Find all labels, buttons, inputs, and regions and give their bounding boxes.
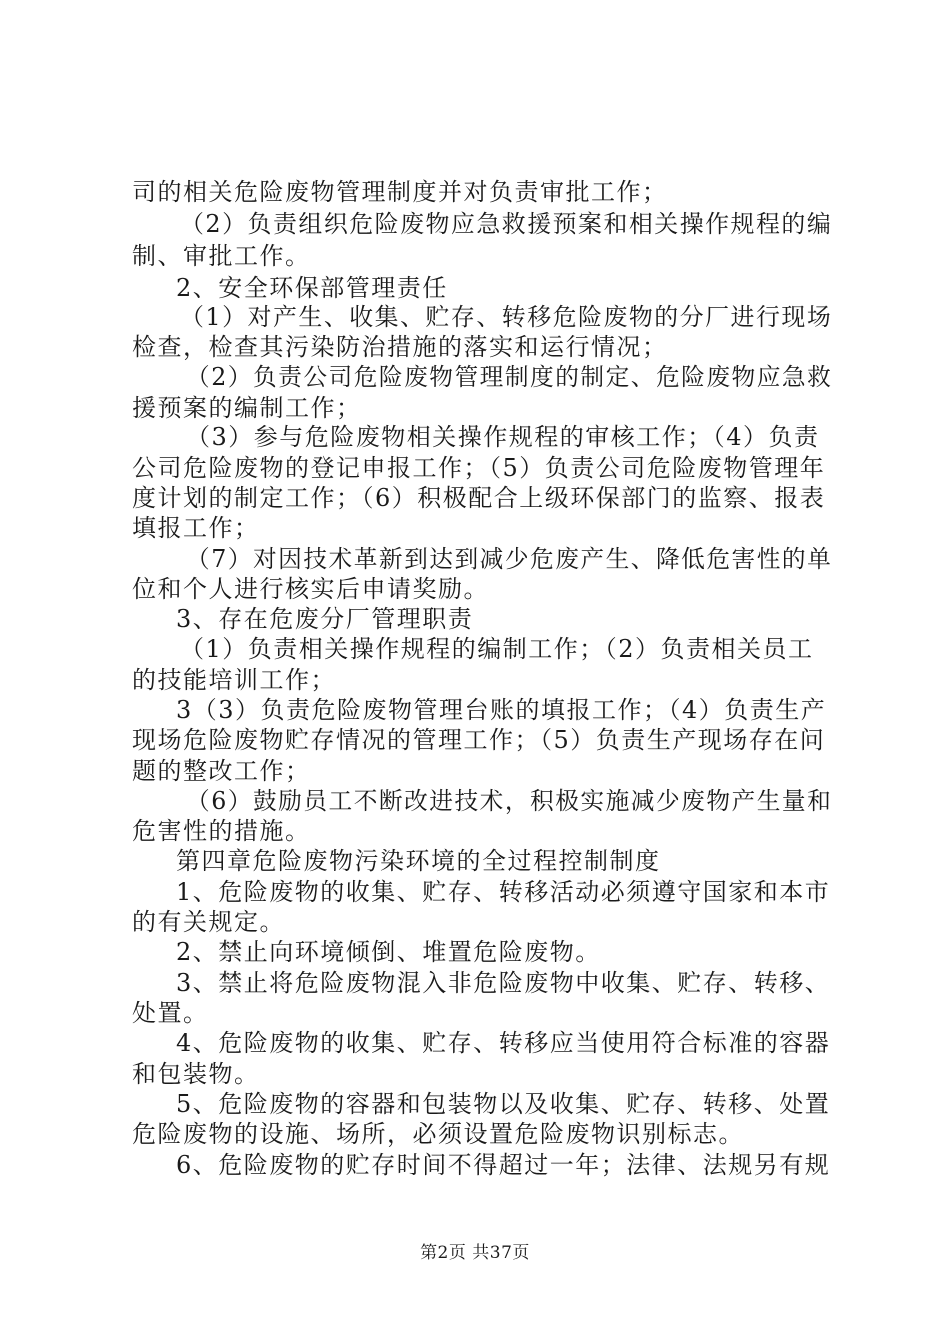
text-line: 和包装物。 [132,1060,260,1088]
text-line: 现场危险废物贮存情况的管理工作；（5）负责生产现场存在问 [132,726,826,754]
text-line: 危险废物的设施、场所，必须设置危险废物识别标志。 [132,1120,744,1148]
section-heading: 3、存在危废分厂管理职责 [176,605,474,633]
text-line: 4、危险废物的收集、贮存、转移应当使用符合标准的容器 [176,1029,831,1057]
text-line: （1）对产生、收集、贮存、转移危险废物的分厂进行现场 [180,303,833,331]
text-line: （2）负责组织危险废物应急救援预案和相关操作规程的编 [180,210,833,238]
text-line: （7）对因技术革新到达到减少危废产生、降低危害性的单 [186,545,833,573]
text-line: 援预案的编制工作； [132,394,362,422]
text-line: 危害性的措施。 [132,817,311,845]
text-line: 位和个人进行核实后申请奖励。 [132,575,489,603]
text-line: 的有关规定。 [132,908,285,936]
text-line: （1）负责相关操作规程的编制工作；（2）负责相关员工 [180,635,814,663]
text-line: 3（3）负责危险废物管理台账的填报工作；（4）负责生产 [176,696,827,724]
text-line: 5、危险废物的容器和包装物以及收集、贮存、转移、处置 [176,1090,831,1118]
chapter-heading: 第四章危险废物污染环境的全过程控制制度 [176,847,661,875]
text-line: 制、审批工作。 [132,242,311,270]
text-line: （2）负责公司危险废物管理制度的制定、危险废物应急救 [186,363,833,391]
text-line: 司的相关危险废物管理制度并对负责审批工作； [132,178,668,206]
text-line: 检查，检查其污染防治措施的落实和运行情况； [132,333,668,361]
text-line: （3）参与危险废物相关操作规程的审核工作；（4）负责 [186,423,820,451]
text-line: 度计划的制定工作；（6）积极配合上级环保部门的监察、报表 [132,484,826,512]
text-line: 3、禁止将危险废物混入非危险废物中收集、贮存、转移、 [176,969,831,997]
text-line: （6）鼓励员工不断改进技术，积极实施减少废物产生量和 [186,787,833,815]
text-line: 1、危险废物的收集、贮存、转移活动必须遵守国家和本市 [176,878,831,906]
text-line: 2、禁止向环境倾倒、堆置危险废物。 [176,938,601,966]
text-line: 填报工作； [132,514,260,542]
text-line: 6、危险废物的贮存时间不得超过一年；法律、法规另有规 [176,1151,831,1179]
section-heading: 2、安全环保部管理责任 [176,274,448,302]
page-number-footer: 第2页 共37页 [420,1243,530,1263]
text-line: 题的整改工作； [132,757,311,785]
text-line: 的技能培训工作； [132,666,336,694]
text-line: 处置。 [132,999,209,1027]
text-line: 公司危险废物的登记申报工作；（5）负责公司危险废物管理年 [132,454,826,482]
